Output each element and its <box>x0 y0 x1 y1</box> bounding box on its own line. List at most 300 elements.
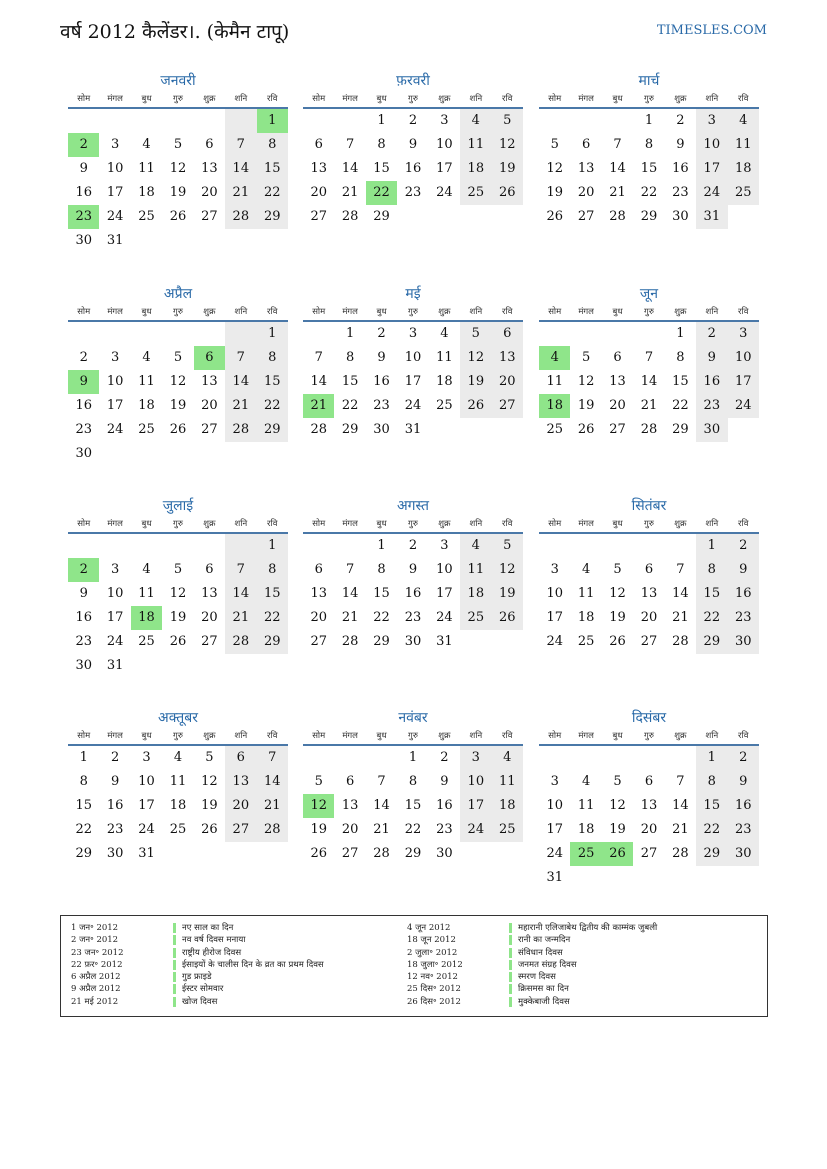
day-cell[interactable]: 16 <box>728 794 759 818</box>
day-cell[interactable]: 7 <box>676 562 685 577</box>
day-cell[interactable]: 24 <box>106 422 124 437</box>
day-cell[interactable]: 5 <box>492 109 523 133</box>
holiday-day[interactable]: 9 <box>68 370 99 394</box>
day-cell[interactable]: 3 <box>440 538 449 553</box>
day-cell[interactable]: 3 <box>728 322 759 346</box>
day-cell[interactable]: 7 <box>676 774 685 789</box>
day-cell[interactable]: 8 <box>345 350 355 365</box>
day-cell[interactable]: 4 <box>440 326 449 341</box>
day-cell[interactable]: 31 <box>138 846 155 861</box>
day-cell[interactable]: 30 <box>672 209 689 224</box>
holiday-day[interactable]: 26 <box>602 842 633 866</box>
day-cell[interactable]: 27 <box>640 634 658 649</box>
day-cell[interactable]: 30 <box>75 658 92 673</box>
day-cell[interactable]: 10 <box>546 798 563 813</box>
day-cell[interactable]: 20 <box>201 610 218 625</box>
day-cell[interactable]: 25 <box>169 822 187 837</box>
day-cell[interactable]: 15 <box>373 586 390 601</box>
day-cell[interactable]: 8 <box>257 558 288 582</box>
day-cell[interactable]: 30 <box>436 846 453 861</box>
day-cell[interactable]: 14 <box>672 586 689 601</box>
day-cell[interactable]: 15 <box>257 370 288 394</box>
day-cell[interactable]: 11 <box>577 798 595 813</box>
day-cell[interactable]: 16 <box>75 610 92 625</box>
day-cell[interactable]: 12 <box>201 774 218 789</box>
day-cell[interactable]: 27 <box>609 422 626 437</box>
day-cell[interactable]: 5 <box>314 774 323 789</box>
day-cell[interactable]: 5 <box>205 750 214 765</box>
day-cell[interactable]: 18 <box>728 157 759 181</box>
day-cell[interactable]: 23 <box>75 634 92 649</box>
day-cell[interactable]: 10 <box>436 562 453 577</box>
day-cell[interactable]: 11 <box>436 350 453 365</box>
day-cell[interactable]: 30 <box>728 842 759 866</box>
day-cell[interactable]: 22 <box>257 606 288 630</box>
day-cell[interactable]: 29 <box>257 205 288 229</box>
day-cell[interactable]: 30 <box>106 846 124 861</box>
day-cell[interactable]: 25 <box>460 181 491 205</box>
day-cell[interactable]: 15 <box>672 374 689 389</box>
day-cell[interactable]: 24 <box>696 181 727 205</box>
day-cell[interactable]: 26 <box>169 422 187 437</box>
day-cell[interactable]: 28 <box>225 630 256 654</box>
day-cell[interactable]: 23 <box>75 422 92 437</box>
day-cell[interactable]: 2 <box>676 113 685 128</box>
day-cell[interactable]: 8 <box>408 774 418 789</box>
day-cell[interactable]: 12 <box>169 161 187 176</box>
day-cell[interactable]: 8 <box>257 346 288 370</box>
day-cell[interactable]: 26 <box>577 422 595 437</box>
day-cell[interactable]: 7 <box>345 562 355 577</box>
day-cell[interactable]: 19 <box>169 610 187 625</box>
day-cell[interactable]: 15 <box>75 798 92 813</box>
day-cell[interactable]: 25 <box>138 209 155 224</box>
day-cell[interactable]: 16 <box>373 374 390 389</box>
day-cell[interactable]: 18 <box>138 185 155 200</box>
day-cell[interactable]: 20 <box>201 185 218 200</box>
day-cell[interactable]: 15 <box>341 374 359 389</box>
day-cell[interactable]: 21 <box>672 610 689 625</box>
day-cell[interactable]: 10 <box>106 374 124 389</box>
day-cell[interactable]: 22 <box>373 610 390 625</box>
day-cell[interactable]: 26 <box>492 181 523 205</box>
day-cell[interactable]: 5 <box>460 322 491 346</box>
day-cell[interactable]: 1 <box>696 746 727 770</box>
day-cell[interactable]: 7 <box>257 746 288 770</box>
day-cell[interactable]: 14 <box>257 770 288 794</box>
day-cell[interactable]: 20 <box>609 398 626 413</box>
day-cell[interactable]: 17 <box>546 610 563 625</box>
holiday-day[interactable]: 18 <box>131 606 162 630</box>
day-cell[interactable]: 21 <box>609 185 626 200</box>
day-cell[interactable]: 19 <box>492 582 523 606</box>
day-cell[interactable]: 3 <box>110 137 120 152</box>
day-cell[interactable]: 22 <box>75 822 92 837</box>
day-cell[interactable]: 11 <box>728 133 759 157</box>
day-cell[interactable]: 19 <box>201 798 218 813</box>
day-cell[interactable]: 23 <box>373 398 390 413</box>
day-cell[interactable]: 17 <box>436 586 453 601</box>
day-cell[interactable]: 4 <box>142 350 151 365</box>
day-cell[interactable]: 16 <box>106 798 124 813</box>
day-cell[interactable]: 18 <box>460 582 491 606</box>
day-cell[interactable]: 19 <box>460 370 491 394</box>
day-cell[interactable]: 10 <box>460 770 491 794</box>
day-cell[interactable]: 25 <box>728 181 759 205</box>
day-cell[interactable]: 30 <box>373 422 390 437</box>
day-cell[interactable]: 17 <box>106 398 124 413</box>
day-cell[interactable]: 29 <box>373 634 390 649</box>
day-cell[interactable]: 24 <box>546 846 563 861</box>
day-cell[interactable]: 29 <box>672 422 689 437</box>
day-cell[interactable]: 14 <box>341 586 359 601</box>
day-cell[interactable]: 19 <box>609 610 626 625</box>
day-cell[interactable]: 20 <box>640 822 658 837</box>
day-cell[interactable]: 10 <box>546 586 563 601</box>
day-cell[interactable]: 10 <box>436 137 453 152</box>
day-cell[interactable]: 9 <box>377 350 386 365</box>
day-cell[interactable]: 29 <box>696 630 727 654</box>
day-cell[interactable]: 8 <box>257 133 288 157</box>
holiday-day[interactable]: 6 <box>194 346 225 370</box>
day-cell[interactable]: 28 <box>609 209 626 224</box>
day-cell[interactable]: 19 <box>310 822 327 837</box>
day-cell[interactable]: 5 <box>613 562 622 577</box>
day-cell[interactable]: 1 <box>345 326 355 341</box>
holiday-day[interactable]: 25 <box>570 842 601 866</box>
day-cell[interactable]: 12 <box>169 374 187 389</box>
day-cell[interactable]: 24 <box>106 634 124 649</box>
day-cell[interactable]: 2 <box>408 113 418 128</box>
day-cell[interactable]: 13 <box>310 586 327 601</box>
day-cell[interactable]: 14 <box>672 798 689 813</box>
day-cell[interactable]: 4 <box>581 562 591 577</box>
day-cell[interactable]: 28 <box>341 634 359 649</box>
day-cell[interactable]: 14 <box>225 370 256 394</box>
day-cell[interactable]: 7 <box>345 137 355 152</box>
day-cell[interactable]: 22 <box>404 822 422 837</box>
holiday-day[interactable]: 18 <box>539 394 570 418</box>
day-cell[interactable]: 4 <box>581 774 591 789</box>
day-cell[interactable]: 20 <box>492 370 523 394</box>
day-cell[interactable]: 25 <box>138 634 155 649</box>
day-cell[interactable]: 21 <box>373 822 390 837</box>
day-cell[interactable]: 23 <box>728 606 759 630</box>
day-cell[interactable]: 27 <box>201 422 218 437</box>
day-cell[interactable]: 7 <box>225 133 256 157</box>
day-cell[interactable]: 12 <box>169 586 187 601</box>
day-cell[interactable]: 28 <box>640 422 658 437</box>
day-cell[interactable]: 11 <box>460 558 491 582</box>
day-cell[interactable]: 18 <box>169 798 187 813</box>
day-cell[interactable]: 18 <box>577 610 595 625</box>
day-cell[interactable]: 31 <box>696 205 727 229</box>
day-cell[interactable]: 26 <box>169 634 187 649</box>
day-cell[interactable]: 12 <box>460 346 491 370</box>
day-cell[interactable]: 9 <box>79 161 88 176</box>
day-cell[interactable]: 19 <box>169 398 187 413</box>
day-cell[interactable]: 10 <box>696 133 727 157</box>
day-cell[interactable]: 28 <box>225 418 256 442</box>
day-cell[interactable]: 27 <box>640 846 658 861</box>
day-cell[interactable]: 25 <box>138 422 155 437</box>
day-cell[interactable]: 12 <box>609 798 626 813</box>
day-cell[interactable]: 29 <box>257 630 288 654</box>
day-cell[interactable]: 11 <box>138 586 155 601</box>
day-cell[interactable]: 18 <box>460 157 491 181</box>
day-cell[interactable]: 27 <box>310 209 327 224</box>
day-cell[interactable]: 15 <box>696 794 727 818</box>
day-cell[interactable]: 12 <box>609 586 626 601</box>
day-cell[interactable]: 30 <box>75 233 92 248</box>
day-cell[interactable]: 17 <box>106 610 124 625</box>
day-cell[interactable]: 23 <box>404 610 422 625</box>
day-cell[interactable]: 17 <box>460 794 491 818</box>
day-cell[interactable]: 6 <box>314 562 323 577</box>
day-cell[interactable]: 6 <box>492 322 523 346</box>
site-link[interactable]: TIMESLES.COM <box>656 23 767 38</box>
day-cell[interactable]: 28 <box>225 205 256 229</box>
day-cell[interactable]: 2 <box>440 750 449 765</box>
day-cell[interactable]: 31 <box>436 634 453 649</box>
day-cell[interactable]: 22 <box>257 181 288 205</box>
day-cell[interactable]: 6 <box>581 137 591 152</box>
day-cell[interactable]: 3 <box>142 750 151 765</box>
day-cell[interactable]: 19 <box>577 398 595 413</box>
day-cell[interactable]: 7 <box>644 350 654 365</box>
day-cell[interactable]: 21 <box>257 794 288 818</box>
day-cell[interactable]: 6 <box>314 137 323 152</box>
day-cell[interactable]: 30 <box>696 418 727 442</box>
day-cell[interactable]: 23 <box>404 185 422 200</box>
day-cell[interactable]: 7 <box>314 350 323 365</box>
day-cell[interactable]: 3 <box>696 109 727 133</box>
day-cell[interactable]: 25 <box>436 398 453 413</box>
holiday-day[interactable]: 4 <box>539 346 570 370</box>
day-cell[interactable]: 27 <box>492 394 523 418</box>
day-cell[interactable]: 12 <box>492 133 523 157</box>
day-cell[interactable]: 21 <box>225 606 256 630</box>
day-cell[interactable]: 29 <box>75 846 92 861</box>
day-cell[interactable]: 22 <box>257 394 288 418</box>
day-cell[interactable]: 5 <box>492 534 523 558</box>
day-cell[interactable]: 11 <box>138 374 155 389</box>
day-cell[interactable]: 28 <box>373 846 390 861</box>
day-cell[interactable]: 27 <box>341 846 359 861</box>
day-cell[interactable]: 22 <box>696 818 727 842</box>
day-cell[interactable]: 9 <box>676 137 685 152</box>
day-cell[interactable]: 30 <box>75 446 92 461</box>
day-cell[interactable]: 31 <box>106 233 124 248</box>
day-cell[interactable]: 8 <box>696 770 727 794</box>
day-cell[interactable]: 3 <box>460 746 491 770</box>
day-cell[interactable]: 23 <box>106 822 124 837</box>
day-cell[interactable]: 5 <box>173 562 183 577</box>
day-cell[interactable]: 30 <box>728 630 759 654</box>
day-cell[interactable]: 9 <box>696 346 727 370</box>
day-cell[interactable]: 24 <box>436 610 453 625</box>
day-cell[interactable]: 16 <box>672 161 689 176</box>
day-cell[interactable]: 27 <box>201 634 218 649</box>
day-cell[interactable]: 17 <box>436 161 453 176</box>
day-cell[interactable]: 11 <box>460 133 491 157</box>
day-cell[interactable]: 12 <box>546 161 563 176</box>
day-cell[interactable]: 15 <box>696 582 727 606</box>
day-cell[interactable]: 10 <box>106 161 124 176</box>
day-cell[interactable]: 26 <box>460 394 491 418</box>
day-cell[interactable]: 7 <box>613 137 622 152</box>
day-cell[interactable]: 29 <box>373 209 390 224</box>
day-cell[interactable]: 20 <box>640 610 658 625</box>
day-cell[interactable]: 29 <box>696 842 727 866</box>
day-cell[interactable]: 26 <box>546 209 563 224</box>
day-cell[interactable]: 22 <box>640 185 658 200</box>
day-cell[interactable]: 23 <box>696 394 727 418</box>
day-cell[interactable]: 13 <box>225 770 256 794</box>
day-cell[interactable]: 17 <box>728 370 759 394</box>
day-cell[interactable]: 29 <box>640 209 658 224</box>
day-cell[interactable]: 8 <box>676 350 685 365</box>
day-cell[interactable]: 18 <box>492 794 523 818</box>
holiday-day[interactable]: 12 <box>303 794 334 818</box>
day-cell[interactable]: 2 <box>377 326 386 341</box>
day-cell[interactable]: 2 <box>696 322 727 346</box>
day-cell[interactable]: 30 <box>404 634 422 649</box>
day-cell[interactable]: 8 <box>644 137 654 152</box>
day-cell[interactable]: 13 <box>492 346 523 370</box>
holiday-day[interactable]: 23 <box>68 205 99 229</box>
day-cell[interactable]: 24 <box>728 394 759 418</box>
day-cell[interactable]: 16 <box>728 582 759 606</box>
day-cell[interactable]: 20 <box>225 794 256 818</box>
day-cell[interactable]: 3 <box>408 326 418 341</box>
day-cell[interactable]: 12 <box>577 374 595 389</box>
day-cell[interactable]: 27 <box>577 209 595 224</box>
day-cell[interactable]: 21 <box>341 185 359 200</box>
day-cell[interactable]: 5 <box>173 137 183 152</box>
day-cell[interactable]: 28 <box>672 846 689 861</box>
day-cell[interactable]: 16 <box>404 161 422 176</box>
day-cell[interactable]: 13 <box>341 798 359 813</box>
day-cell[interactable]: 13 <box>609 374 626 389</box>
day-cell[interactable]: 13 <box>201 374 218 389</box>
day-cell[interactable]: 1 <box>377 538 386 553</box>
day-cell[interactable]: 1 <box>79 750 88 765</box>
day-cell[interactable]: 26 <box>492 606 523 630</box>
day-cell[interactable]: 14 <box>341 161 359 176</box>
day-cell[interactable]: 24 <box>460 818 491 842</box>
day-cell[interactable]: 1 <box>377 113 386 128</box>
day-cell[interactable]: 3 <box>440 113 449 128</box>
day-cell[interactable]: 18 <box>138 398 155 413</box>
day-cell[interactable]: 1 <box>644 113 654 128</box>
day-cell[interactable]: 17 <box>404 374 422 389</box>
day-cell[interactable]: 23 <box>672 185 689 200</box>
day-cell[interactable]: 21 <box>341 610 359 625</box>
day-cell[interactable]: 11 <box>577 586 595 601</box>
day-cell[interactable]: 13 <box>201 161 218 176</box>
day-cell[interactable]: 4 <box>173 750 183 765</box>
day-cell[interactable]: 5 <box>550 137 559 152</box>
day-cell[interactable]: 29 <box>341 422 359 437</box>
holiday-day[interactable]: 1 <box>257 109 288 133</box>
day-cell[interactable]: 4 <box>492 746 523 770</box>
day-cell[interactable]: 8 <box>696 558 727 582</box>
day-cell[interactable]: 8 <box>377 137 386 152</box>
day-cell[interactable]: 14 <box>310 374 327 389</box>
day-cell[interactable]: 9 <box>408 562 418 577</box>
day-cell[interactable]: 1 <box>408 750 418 765</box>
day-cell[interactable]: 11 <box>546 374 563 389</box>
day-cell[interactable]: 2 <box>728 534 759 558</box>
day-cell[interactable]: 20 <box>310 185 327 200</box>
day-cell[interactable]: 16 <box>696 370 727 394</box>
day-cell[interactable]: 6 <box>613 350 622 365</box>
day-cell[interactable]: 4 <box>142 137 151 152</box>
day-cell[interactable]: 9 <box>728 770 759 794</box>
day-cell[interactable]: 15 <box>257 157 288 181</box>
day-cell[interactable]: 4 <box>460 534 491 558</box>
day-cell[interactable]: 25 <box>460 606 491 630</box>
day-cell[interactable]: 25 <box>492 818 523 842</box>
day-cell[interactable]: 7 <box>225 346 256 370</box>
day-cell[interactable]: 13 <box>640 798 658 813</box>
day-cell[interactable]: 25 <box>546 422 563 437</box>
day-cell[interactable]: 20 <box>201 398 218 413</box>
day-cell[interactable]: 15 <box>373 161 390 176</box>
day-cell[interactable]: 14 <box>225 157 256 181</box>
day-cell[interactable]: 14 <box>225 582 256 606</box>
holiday-day[interactable]: 21 <box>303 394 334 418</box>
day-cell[interactable]: 4 <box>142 562 151 577</box>
day-cell[interactable]: 22 <box>672 398 689 413</box>
day-cell[interactable]: 5 <box>581 350 591 365</box>
day-cell[interactable]: 29 <box>404 846 422 861</box>
day-cell[interactable]: 14 <box>609 161 626 176</box>
day-cell[interactable]: 16 <box>436 798 453 813</box>
day-cell[interactable]: 4 <box>460 109 491 133</box>
day-cell[interactable]: 31 <box>404 422 422 437</box>
day-cell[interactable]: 8 <box>79 774 88 789</box>
day-cell[interactable]: 9 <box>110 774 120 789</box>
day-cell[interactable]: 22 <box>341 398 359 413</box>
day-cell[interactable]: 8 <box>377 562 386 577</box>
day-cell[interactable]: 27 <box>310 634 327 649</box>
day-cell[interactable]: 24 <box>546 634 563 649</box>
day-cell[interactable]: 1 <box>676 326 685 341</box>
day-cell[interactable]: 9 <box>728 558 759 582</box>
day-cell[interactable]: 14 <box>640 374 658 389</box>
day-cell[interactable]: 13 <box>310 161 327 176</box>
day-cell[interactable]: 24 <box>138 822 155 837</box>
day-cell[interactable]: 28 <box>672 634 689 649</box>
day-cell[interactable]: 10 <box>728 346 759 370</box>
day-cell[interactable]: 31 <box>106 658 124 673</box>
day-cell[interactable]: 1 <box>257 322 288 346</box>
day-cell[interactable]: 6 <box>644 774 654 789</box>
day-cell[interactable]: 19 <box>546 185 563 200</box>
day-cell[interactable]: 13 <box>201 586 218 601</box>
day-cell[interactable]: 19 <box>609 822 626 837</box>
day-cell[interactable]: 7 <box>377 774 386 789</box>
day-cell[interactable]: 13 <box>577 161 595 176</box>
holiday-day[interactable]: 22 <box>366 181 397 205</box>
day-cell[interactable]: 16 <box>75 398 92 413</box>
holiday-day[interactable]: 2 <box>68 133 99 157</box>
day-cell[interactable]: 3 <box>550 562 559 577</box>
day-cell[interactable]: 26 <box>201 822 218 837</box>
day-cell[interactable]: 19 <box>492 157 523 181</box>
